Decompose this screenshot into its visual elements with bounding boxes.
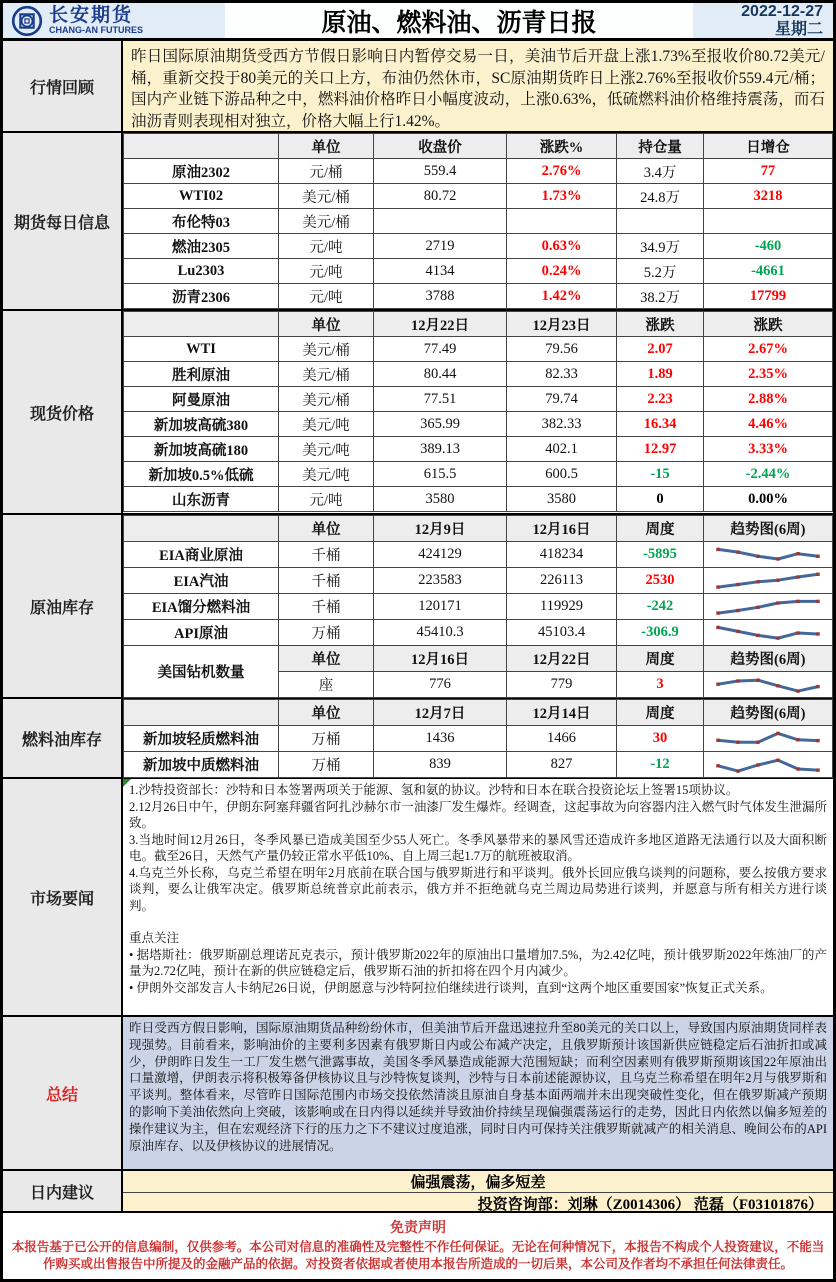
futures-table — [123, 133, 833, 309]
value-d2: 119929 — [507, 594, 617, 620]
unit: 万桶 — [279, 752, 374, 778]
spot-name: 新加坡高硫180 — [124, 437, 279, 462]
unit: 座 — [279, 672, 374, 698]
inv-name: EIA商业原油 — [124, 542, 279, 568]
daily-add — [704, 209, 833, 234]
section-label-spot: 现货价格 — [3, 311, 123, 513]
rig-header-trend: 趋势图(6周) — [704, 646, 833, 672]
unit: 元/吨 — [279, 234, 374, 259]
trend-sparkline-chart — [704, 726, 833, 752]
inv-name: EIA汽油 — [124, 568, 279, 594]
weekly-chg: 2530 — [617, 568, 704, 594]
table-row — [124, 284, 833, 309]
value-d2: 45103.4 — [507, 620, 617, 646]
news-focus-title: 重点关注 — [129, 931, 180, 945]
rig-header-d2: 12月22日 — [507, 646, 617, 672]
weekly-chg: -242 — [617, 594, 704, 620]
chg-pct: 3.33% — [704, 437, 833, 462]
unit: 元/吨 — [279, 259, 374, 284]
crude-header-trend: 趋势图(6周) — [704, 516, 833, 542]
table-row — [124, 568, 833, 594]
weekly-chg: -12 — [617, 752, 704, 778]
inv-name: 新加坡中质燃料油 — [124, 752, 279, 778]
rig-header-d1: 12月16日 — [374, 646, 507, 672]
price-d2: 600.5 — [507, 462, 617, 487]
brand-name-cn: 长安期货 — [49, 5, 134, 26]
futures-table-wrap — [123, 133, 833, 309]
fuel-inventory-table — [123, 699, 833, 778]
spot-header-d1: 12月22日 — [374, 312, 507, 337]
weekly-chg: -5895 — [617, 542, 704, 568]
review-body — [123, 41, 833, 131]
chg-pct: -2.44% — [704, 462, 833, 487]
trend-sparkline-chart — [704, 594, 833, 620]
cell-corner-flag-icon — [123, 779, 131, 787]
unit: 美元/吨 — [279, 462, 374, 487]
disclaimer-text: 本报告基于已公开的信息编制，仅供参考。本公司对信息的准确性及完整性不作任何保证。无论在何种情况下，本报告不构成个人投资建议，不能当作购买或出售报告中所提及的金融产品的依据。对投资者依据或者使用本报告所造成的一切后果，本公司及作者均不承担任何法律责任。 — [11, 1240, 825, 1271]
close-price: 80.72 — [374, 184, 507, 209]
unit: 元/吨 — [279, 284, 374, 309]
unit: 千桶 — [279, 594, 374, 620]
open-interest: 5.2万 — [617, 259, 704, 284]
daily-add: 77 — [704, 159, 833, 184]
chg-pct: 1.73% — [507, 184, 617, 209]
table-row — [124, 387, 833, 412]
table-row — [124, 259, 833, 284]
value-d2: 779 — [507, 672, 617, 698]
header-bar — [3, 3, 833, 41]
unit: 美元/桶 — [279, 362, 374, 387]
fuel-header-d1: 12月7日 — [374, 700, 507, 726]
chg: 16.34 — [617, 412, 704, 437]
crude-header-weekly: 周度 — [617, 516, 704, 542]
weekly-chg: 3 — [617, 672, 704, 698]
open-interest — [617, 209, 704, 234]
trend-sparkline-chart — [704, 672, 833, 698]
unit: 美元/桶 — [279, 387, 374, 412]
chg-pct: 2.35% — [704, 362, 833, 387]
unit: 元/桶 — [279, 159, 374, 184]
open-interest: 24.8万 — [617, 184, 704, 209]
futures-header-row — [124, 134, 833, 159]
section-market-review — [3, 41, 833, 133]
price-d1: 80.44 — [374, 362, 507, 387]
futures-header-close: 收盘价 — [374, 134, 507, 159]
value-d1: 424129 — [374, 542, 507, 568]
unit: 美元/吨 — [279, 412, 374, 437]
chg-pct: 2.76% — [507, 159, 617, 184]
news-focus-item: • 伊朗外交部发言人卡纳尼26日说，伊朗愿意与沙特阿拉伯继续进行谈判，直到“这两个地区重要国家”恢复正式关系。 — [129, 980, 773, 995]
section-label-futures: 期货每日信息 — [3, 133, 123, 309]
spot-name: 胜利原油 — [124, 362, 279, 387]
futures-header-empty — [124, 134, 279, 159]
table-row — [124, 487, 833, 512]
table-row — [124, 620, 833, 646]
trend-sparkline-chart — [704, 620, 833, 646]
table-row — [124, 726, 833, 752]
unit: 万桶 — [279, 620, 374, 646]
crude-inv-table-wrap — [123, 515, 833, 697]
price-d1: 389.13 — [374, 437, 507, 462]
contract-name: 沥青2306 — [124, 284, 279, 309]
table-row — [124, 542, 833, 568]
section-label-review: 行情回顾 — [3, 41, 123, 131]
disclaimer — [3, 1213, 833, 1279]
spot-table-wrap — [123, 311, 833, 513]
report-date: 2022-12-27 — [741, 2, 823, 20]
report-date-block — [693, 3, 833, 38]
daily-add: 3218 — [704, 184, 833, 209]
value-d2: 1466 — [507, 726, 617, 752]
spot-header-row — [124, 312, 833, 337]
chg-pct: 0.24% — [507, 259, 617, 284]
close-price: 2719 — [374, 234, 507, 259]
table-row — [124, 159, 833, 184]
value-d1: 1436 — [374, 726, 507, 752]
table-row — [124, 362, 833, 387]
disclaimer-title: 免责声明 — [390, 1221, 446, 1236]
brand-logo — [3, 3, 225, 38]
fuel-header-unit: 单位 — [279, 700, 374, 726]
spot-header-chgpct: 涨跌 — [704, 312, 833, 337]
price-d2: 82.33 — [507, 362, 617, 387]
section-label-summary: 总结 — [3, 1017, 123, 1169]
crude-header-d2: 12月16日 — [507, 516, 617, 542]
chg-pct: 0.63% — [507, 234, 617, 259]
price-d2: 402.1 — [507, 437, 617, 462]
news-spacer — [129, 914, 827, 930]
daily-add: 17799 — [704, 284, 833, 309]
table-row — [124, 462, 833, 487]
rig-header-weekly: 周度 — [617, 646, 704, 672]
news-item: 3.当地时间12月26日，冬季风暴已造成美国至少55人死亡。冬季风暴带来的暴风雪还造成许多地区道路无法通行以及大面积断电。截至26日，天然气产量仍较正常水平低10%、自上周三起1.7万的航班被取消。 — [129, 832, 827, 863]
brand-text — [49, 6, 143, 35]
spot-name: 山东沥青 — [124, 487, 279, 512]
value-d1: 45410.3 — [374, 620, 507, 646]
trend-sparkline-chart — [704, 752, 833, 778]
unit: 美元/吨 — [279, 437, 374, 462]
trend-sparkline-chart — [704, 542, 833, 568]
advice-suggestion: 偏强震荡，偏多短差 — [123, 1171, 833, 1193]
advice-consulting-dept: 投资咨询部：刘琳（Z0014306） 范磊（F03101876） — [477, 1197, 823, 1213]
changan-coin-logo-icon — [11, 5, 43, 37]
value-d1: 776 — [374, 672, 507, 698]
rig-header-unit: 单位 — [279, 646, 374, 672]
unit: 美元/桶 — [279, 184, 374, 209]
news-item: 1.沙特投资部长：沙特和日本签署两项关于能源、氢和氨的协议。沙特和日本在联合投资论坛上签署15项协议。 — [129, 783, 739, 797]
news-item: 2.12月26日中午，伊朗东阿塞拜疆省阿扎沙赫尔市一油漆厂发生爆炸。经调查，这起事故为向容器内注入燃气时气体发生泄漏所致。 — [129, 799, 827, 830]
table-row — [124, 184, 833, 209]
section-futures-daily — [3, 133, 833, 311]
daily-add: -460 — [704, 234, 833, 259]
price-d1: 77.49 — [374, 337, 507, 362]
price-d1: 365.99 — [374, 412, 507, 437]
contract-name: 原油2302 — [124, 159, 279, 184]
report-title: 原油、燃料油、沥青日报 — [225, 3, 693, 38]
chg-pct: 1.42% — [507, 284, 617, 309]
value-d2: 418234 — [507, 542, 617, 568]
section-crude-inventory — [3, 515, 833, 699]
inv-name: EIA馏分燃料油 — [124, 594, 279, 620]
spot-header-unit: 单位 — [279, 312, 374, 337]
fuel-header-trend: 趋势图(6周) — [704, 700, 833, 726]
fuel-header-empty — [124, 700, 279, 726]
price-d2: 79.56 — [507, 337, 617, 362]
futures-header-position: 持仓量 — [617, 134, 704, 159]
report-weekday: 星期二 — [774, 20, 823, 38]
crude-header-row — [124, 516, 833, 542]
unit: 千桶 — [279, 568, 374, 594]
crude-header-empty — [124, 516, 279, 542]
table-row — [124, 234, 833, 259]
close-price: 559.4 — [374, 159, 507, 184]
chg: 2.07 — [617, 337, 704, 362]
spot-table — [123, 311, 833, 512]
chg: 2.23 — [617, 387, 704, 412]
futures-header-unit: 单位 — [279, 134, 374, 159]
news-body — [123, 779, 833, 998]
trend-sparkline-chart — [704, 568, 833, 594]
spot-header-chg: 涨跌 — [617, 312, 704, 337]
crude-inventory-table — [123, 515, 833, 698]
section-label-advice: 日内建议 — [3, 1171, 123, 1211]
fuel-inv-table-wrap — [123, 699, 833, 777]
fuel-header-d2: 12月14日 — [507, 700, 617, 726]
news-focus-item: • 据塔斯社：俄罗斯副总理诺瓦克表示，预计俄罗斯2022年的原油出口量增加7.5%，为2.42亿吨，预计俄罗斯2022年炼油厂的产量为2.72亿吨，预计在新的供应链稳定后，俄罗斯石油的折扣将在四个月内减少。 — [129, 947, 827, 978]
inv-name: 新加坡轻质燃料油 — [124, 726, 279, 752]
value-d2: 827 — [507, 752, 617, 778]
spot-name: 阿曼原油 — [124, 387, 279, 412]
unit: 万桶 — [279, 726, 374, 752]
chg-pct — [507, 209, 617, 234]
summary-text: 昨日受西方假日影响，国际原油期货品种纷纷休市，但美油节后开盘迅速拉升至80美元的关口以上，导致国内原油期货同样表现强势。目前看来，影响油价的主要利多因素有俄罗斯日内或公布减产决定，且俄罗斯预计该国新供应链稳定后石油折扣或减少，伊朗昨日发生一工厂发生燃气泄露事故，美国冬季风暴造成能源大范围短缺；而利空因素则有俄罗斯预期该国22年原油出口量激增，伊朗表示将积极筹备伊核协议且与沙特恢复谈判，沙特与日本前述能源协议，且乌克兰称希望在明年2月与俄罗斯和平谈判。整体看来，尽管昨日国际范围内市场交投依然清淡且原油自身基本面两端并未出现突破性变化，但在俄罗斯减产预期的影响下美油依然向上突破，该影响或在日内得以延续并导致油价持续呈现偏强震荡运行的走势，因此日内依然以偏多短差的操作建议为主，但在宏观经济下行的压力之下不建议过度追涨，同时日内可保持关注俄罗斯就减产的相关消息、晚间公布的API原油库存、以及伊核协议的进展情况。 — [123, 1017, 833, 1169]
table-row — [124, 209, 833, 234]
table-row — [124, 594, 833, 620]
chg: 0 — [617, 487, 704, 512]
weekly-chg: 30 — [617, 726, 704, 752]
price-d1: 3580 — [374, 487, 507, 512]
spot-name: WTI — [124, 337, 279, 362]
chg: -15 — [617, 462, 704, 487]
chg: 12.97 — [617, 437, 704, 462]
close-price: 3788 — [374, 284, 507, 309]
spot-header-d2: 12月23日 — [507, 312, 617, 337]
value-d1: 223583 — [374, 568, 507, 594]
crude-header-d1: 12月9日 — [374, 516, 507, 542]
weekly-chg: -306.9 — [617, 620, 704, 646]
spot-name: 新加坡高硫380 — [124, 412, 279, 437]
rig-count-name: 美国钻机数量 — [124, 646, 279, 698]
unit: 元/吨 — [279, 487, 374, 512]
unit: 千桶 — [279, 542, 374, 568]
contract-name: WTI02 — [124, 184, 279, 209]
daily-add: -4661 — [704, 259, 833, 284]
contract-name: 布伦特03 — [124, 209, 279, 234]
futures-header-chg: 涨跌% — [507, 134, 617, 159]
unit: 美元/桶 — [279, 337, 374, 362]
price-d2: 79.74 — [507, 387, 617, 412]
price-d1: 77.51 — [374, 387, 507, 412]
price-d1: 615.5 — [374, 462, 507, 487]
advice-body — [123, 1171, 833, 1211]
spot-header-empty — [124, 312, 279, 337]
inv-name: API原油 — [124, 620, 279, 646]
fuel-header-weekly: 周度 — [617, 700, 704, 726]
brand-name-en: CHANG-AN FUTURES — [49, 25, 143, 35]
open-interest: 3.4万 — [617, 159, 704, 184]
price-d2: 382.33 — [507, 412, 617, 437]
price-d2: 3580 — [507, 487, 617, 512]
section-summary — [3, 1017, 833, 1171]
section-market-news — [3, 779, 833, 1017]
contract-name: Lu2303 — [124, 259, 279, 284]
crude-header-unit: 单位 — [279, 516, 374, 542]
fuel-header-row — [124, 700, 833, 726]
spot-name: 新加坡0.5%低硫 — [124, 462, 279, 487]
futures-header-add: 日增仓 — [704, 134, 833, 159]
table-row — [124, 337, 833, 362]
value-d1: 839 — [374, 752, 507, 778]
contract-name: 燃油2305 — [124, 234, 279, 259]
unit: 美元/桶 — [279, 209, 374, 234]
section-label-crude-inv: 原油库存 — [3, 515, 123, 697]
open-interest: 34.9万 — [617, 234, 704, 259]
section-fuel-inventory — [3, 699, 833, 779]
review-text: 昨日国际原油期货受西方节假日影响日内暂停交易一日，美油节后开盘上涨1.73%至报收价80.72美元/桶，重新交投于80美元的关口上方，布油仍然休市，SC原油期货昨日上涨2.76%至报收价559.4元/桶；国内产业链下游品种之中，燃料油价格昨日小幅度波动，上涨0.63%，低硫燃料油价格维持震荡，而石油沥青则表现相对独立，价格大幅上行1.42%。 — [131, 48, 825, 130]
rig-header-row — [124, 646, 833, 672]
value-d1: 120171 — [374, 594, 507, 620]
chg-pct: 4.46% — [704, 412, 833, 437]
chg-pct: 2.67% — [704, 337, 833, 362]
chg: 1.89 — [617, 362, 704, 387]
value-d2: 226113 — [507, 568, 617, 594]
news-item: 4.乌克兰外长称，乌克兰希望在明年2月底前在联合国与俄罗斯进行和平谈判。俄外长回应俄乌谈判的问题称，要么按俄方要求谈判，要么让俄军决定。俄罗斯总统普京此前表示，俄方并不拒绝就乌克兰周边局势进行谈判，并愿意与所有相关方进行谈判。 — [129, 865, 827, 913]
chg-pct: 2.88% — [704, 387, 833, 412]
news-body-wrap — [123, 779, 833, 1015]
section-label-fuel-inv: 燃料油库存 — [3, 699, 123, 777]
section-label-news: 市场要闻 — [3, 779, 123, 1015]
close-price — [374, 209, 507, 234]
close-price: 4134 — [374, 259, 507, 284]
section-spot-prices — [3, 311, 833, 515]
table-row — [124, 752, 833, 778]
table-row — [124, 412, 833, 437]
section-intraday-advice — [3, 1171, 833, 1213]
open-interest: 38.2万 — [617, 284, 704, 309]
table-row — [124, 437, 833, 462]
chg-pct: 0.00% — [704, 487, 833, 512]
